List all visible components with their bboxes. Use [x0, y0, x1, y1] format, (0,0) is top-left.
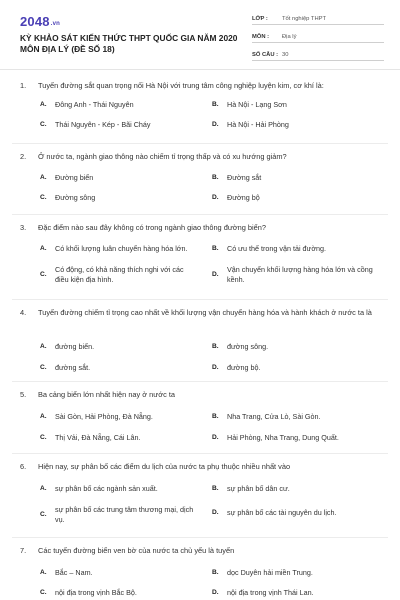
option-letter: D.: [212, 434, 219, 441]
question-stem: [20, 80, 384, 91]
option-text: Thái Nguyên - Kép - Bãi Cháy: [55, 120, 151, 129]
divider: [12, 299, 388, 300]
question-number: 5.: [20, 390, 27, 399]
brand-logo[interactable]: [20, 14, 60, 29]
option-letter: B.: [212, 174, 219, 181]
option-letter: D.: [212, 194, 219, 201]
meta-row-subject: [252, 28, 384, 43]
divider: [12, 214, 388, 215]
question-7: [20, 545, 384, 597]
option-d[interactable]: [212, 588, 384, 598]
option-letter: C.: [40, 511, 47, 518]
option-letter: C.: [40, 434, 47, 441]
option-text: đường bộ.: [227, 363, 261, 372]
question-text: Hiện nay, sự phân bố các điểm du lịch của nước ta phụ thuộc nhiều nhất vào: [38, 462, 291, 471]
option-d[interactable]: [212, 120, 384, 130]
question-stem: [20, 307, 384, 318]
option-letter: B.: [212, 413, 219, 420]
option-letter: B.: [212, 101, 219, 108]
question-number: 1.: [20, 81, 27, 90]
option-d[interactable]: [212, 193, 384, 203]
option-text: Vận chuyển khối lượng hàng hóa lớn và cồng kềnh.: [227, 265, 373, 284]
question-1: [20, 80, 384, 129]
option-letter: A.: [40, 485, 47, 492]
option-text: Hà Nội - Hải Phòng: [227, 120, 289, 129]
option-letter: A.: [40, 413, 47, 420]
meta-value: Tốt nghiệp THPT: [282, 16, 327, 22]
option-text: Đường bộ: [227, 193, 260, 202]
option-letter: A.: [40, 245, 47, 252]
meta-label: SỐ CÂU :: [252, 52, 279, 58]
question-2: [20, 151, 384, 202]
divider: [12, 537, 388, 538]
divider: [12, 381, 388, 382]
divider: [12, 453, 388, 454]
option-a[interactable]: [40, 173, 190, 183]
option-c[interactable]: [40, 265, 190, 285]
question-number: 2.: [20, 152, 27, 161]
option-text: dọc Duyên hải miền Trung.: [227, 568, 313, 577]
question-4: [20, 307, 384, 372]
question-text: Ở nước ta, ngành giao thông nào chiếm tỉ trọng thấp và có xu hướng giảm?: [38, 152, 287, 161]
question-6: [20, 461, 384, 524]
meta-row-count: [252, 46, 384, 61]
option-text: Nha Trang, Cửa Lò, Sài Gòn.: [227, 412, 321, 421]
option-letter: D.: [212, 121, 219, 128]
meta-row-class: [252, 10, 384, 25]
question-5: [20, 389, 384, 442]
option-text: Thị Vải, Đà Nẵng, Cái Lân.: [55, 433, 141, 442]
exam-header: [0, 0, 400, 70]
option-text: Đông Anh - Thái Nguyên: [55, 100, 134, 109]
option-text: Đường sông: [55, 193, 96, 202]
option-text: Hải Phòng, Nha Trang, Dung Quất.: [227, 433, 339, 442]
option-letter: B.: [212, 245, 219, 252]
option-letter: B.: [212, 569, 219, 576]
option-text: Có ưu thế trong vận tải đường.: [227, 244, 327, 253]
option-letter: C.: [40, 364, 47, 371]
question-text: Đặc điểm nào sau đây không có trong ngành giao thông đường biển?: [38, 223, 266, 232]
exam-meta: [252, 10, 384, 64]
question-text: Tuyến đường sắt quan trọng nối Hà Nội với trung tâm công nghiệp luyện kim, cơ khí là:: [38, 81, 324, 90]
question-text: Ba cảng biển lớn nhất hiện nay ở nước ta: [38, 390, 176, 399]
option-letter: D.: [212, 589, 219, 596]
option-a[interactable]: [40, 100, 190, 110]
option-c[interactable]: [40, 433, 200, 443]
option-c[interactable]: [40, 193, 190, 203]
option-a[interactable]: [40, 484, 200, 494]
option-c[interactable]: [40, 120, 190, 130]
option-text: Đường biển: [55, 173, 94, 182]
divider: [12, 143, 388, 144]
question-stem: [20, 222, 384, 233]
option-text: Có khối lượng luân chuyển hàng hóa lớn.: [55, 244, 188, 253]
question-stem: [20, 461, 384, 472]
option-letter: C.: [40, 121, 47, 128]
option-c[interactable]: [40, 588, 200, 598]
option-letter: D.: [212, 364, 219, 371]
option-text: sự phân bố các ngành sản xuất.: [55, 484, 158, 493]
option-text: sự phân bố các trung tâm thương mại, dịch vụ.: [55, 505, 194, 524]
brand-name: 2048: [20, 14, 50, 29]
option-b[interactable]: [212, 342, 384, 352]
option-c[interactable]: [40, 505, 200, 525]
option-d[interactable]: [212, 508, 384, 518]
option-b[interactable]: [212, 173, 384, 183]
option-text: Hà Nội - Lạng Sơn: [227, 100, 287, 109]
option-letter: B.: [212, 343, 219, 350]
option-text: đường sông.: [227, 342, 269, 351]
option-d[interactable]: [212, 363, 384, 373]
option-text: nội địa trong vịnh Thái Lan.: [227, 588, 314, 597]
option-b[interactable]: [212, 484, 384, 494]
question-number: 3.: [20, 223, 27, 232]
option-a[interactable]: [40, 568, 200, 578]
option-d[interactable]: [212, 433, 384, 443]
meta-label: LỚP :: [252, 16, 268, 22]
option-text: Có động, có khả năng thích nghi với các điều kiện địa hình.: [55, 265, 184, 284]
question-number: 7.: [20, 546, 27, 555]
option-text: đường sắt.: [55, 363, 91, 372]
option-c[interactable]: [40, 363, 190, 373]
option-a[interactable]: [40, 412, 200, 422]
option-letter: A.: [40, 343, 47, 350]
option-letter: C.: [40, 589, 47, 596]
question-stem: [20, 545, 384, 556]
option-text: Bắc – Nam.: [55, 568, 93, 577]
option-a[interactable]: [40, 244, 200, 254]
question-stem: [20, 151, 384, 162]
option-d[interactable]: [212, 265, 376, 285]
option-letter: A.: [40, 101, 47, 108]
option-text: Đường sắt: [227, 173, 262, 182]
option-letter: D.: [212, 271, 219, 278]
question-number: 4.: [20, 308, 27, 317]
question-number: 6.: [20, 462, 27, 471]
option-b[interactable]: [212, 568, 384, 578]
option-b[interactable]: [212, 244, 384, 254]
option-letter: C.: [40, 194, 47, 201]
meta-value: Địa lý: [282, 34, 297, 40]
option-text: sự phân bố các tài nguyên du lịch.: [227, 508, 337, 517]
exam-title: KỲ KHẢO SÁT KIẾN THỨC THPT QUỐC GIA NĂM 2020 MÔN ĐỊA LÝ (ĐỀ SỐ 18): [20, 33, 238, 54]
option-b[interactable]: [212, 100, 384, 110]
option-text: Sài Gòn, Hải Phòng, Đà Nẵng.: [55, 412, 153, 421]
question-stem: [20, 389, 384, 400]
question-text: Các tuyến đường biển ven bờ của nước ta chủ yếu là tuyến: [38, 546, 235, 555]
option-text: nội địa trong vịnh Bắc Bộ.: [55, 588, 137, 597]
question-text: Tuyến đường chiếm tỉ trọng cao nhất về khối lượng vận chuyển hàng hóa và hành khách ở nước ta là: [38, 308, 372, 317]
option-b[interactable]: [212, 412, 384, 422]
option-text: sự phân bố dân cư.: [227, 484, 290, 493]
question-3: [20, 222, 384, 284]
option-letter: C.: [40, 271, 47, 278]
option-letter: A.: [40, 174, 47, 181]
option-letter: D.: [212, 509, 219, 516]
option-text: đường biển.: [55, 342, 95, 351]
option-letter: A.: [40, 569, 47, 576]
option-a[interactable]: [40, 342, 190, 352]
meta-value: 30: [282, 52, 289, 58]
option-letter: B.: [212, 485, 219, 492]
brand-suffix: .vn: [50, 21, 61, 27]
meta-label: MÔN :: [252, 34, 270, 40]
